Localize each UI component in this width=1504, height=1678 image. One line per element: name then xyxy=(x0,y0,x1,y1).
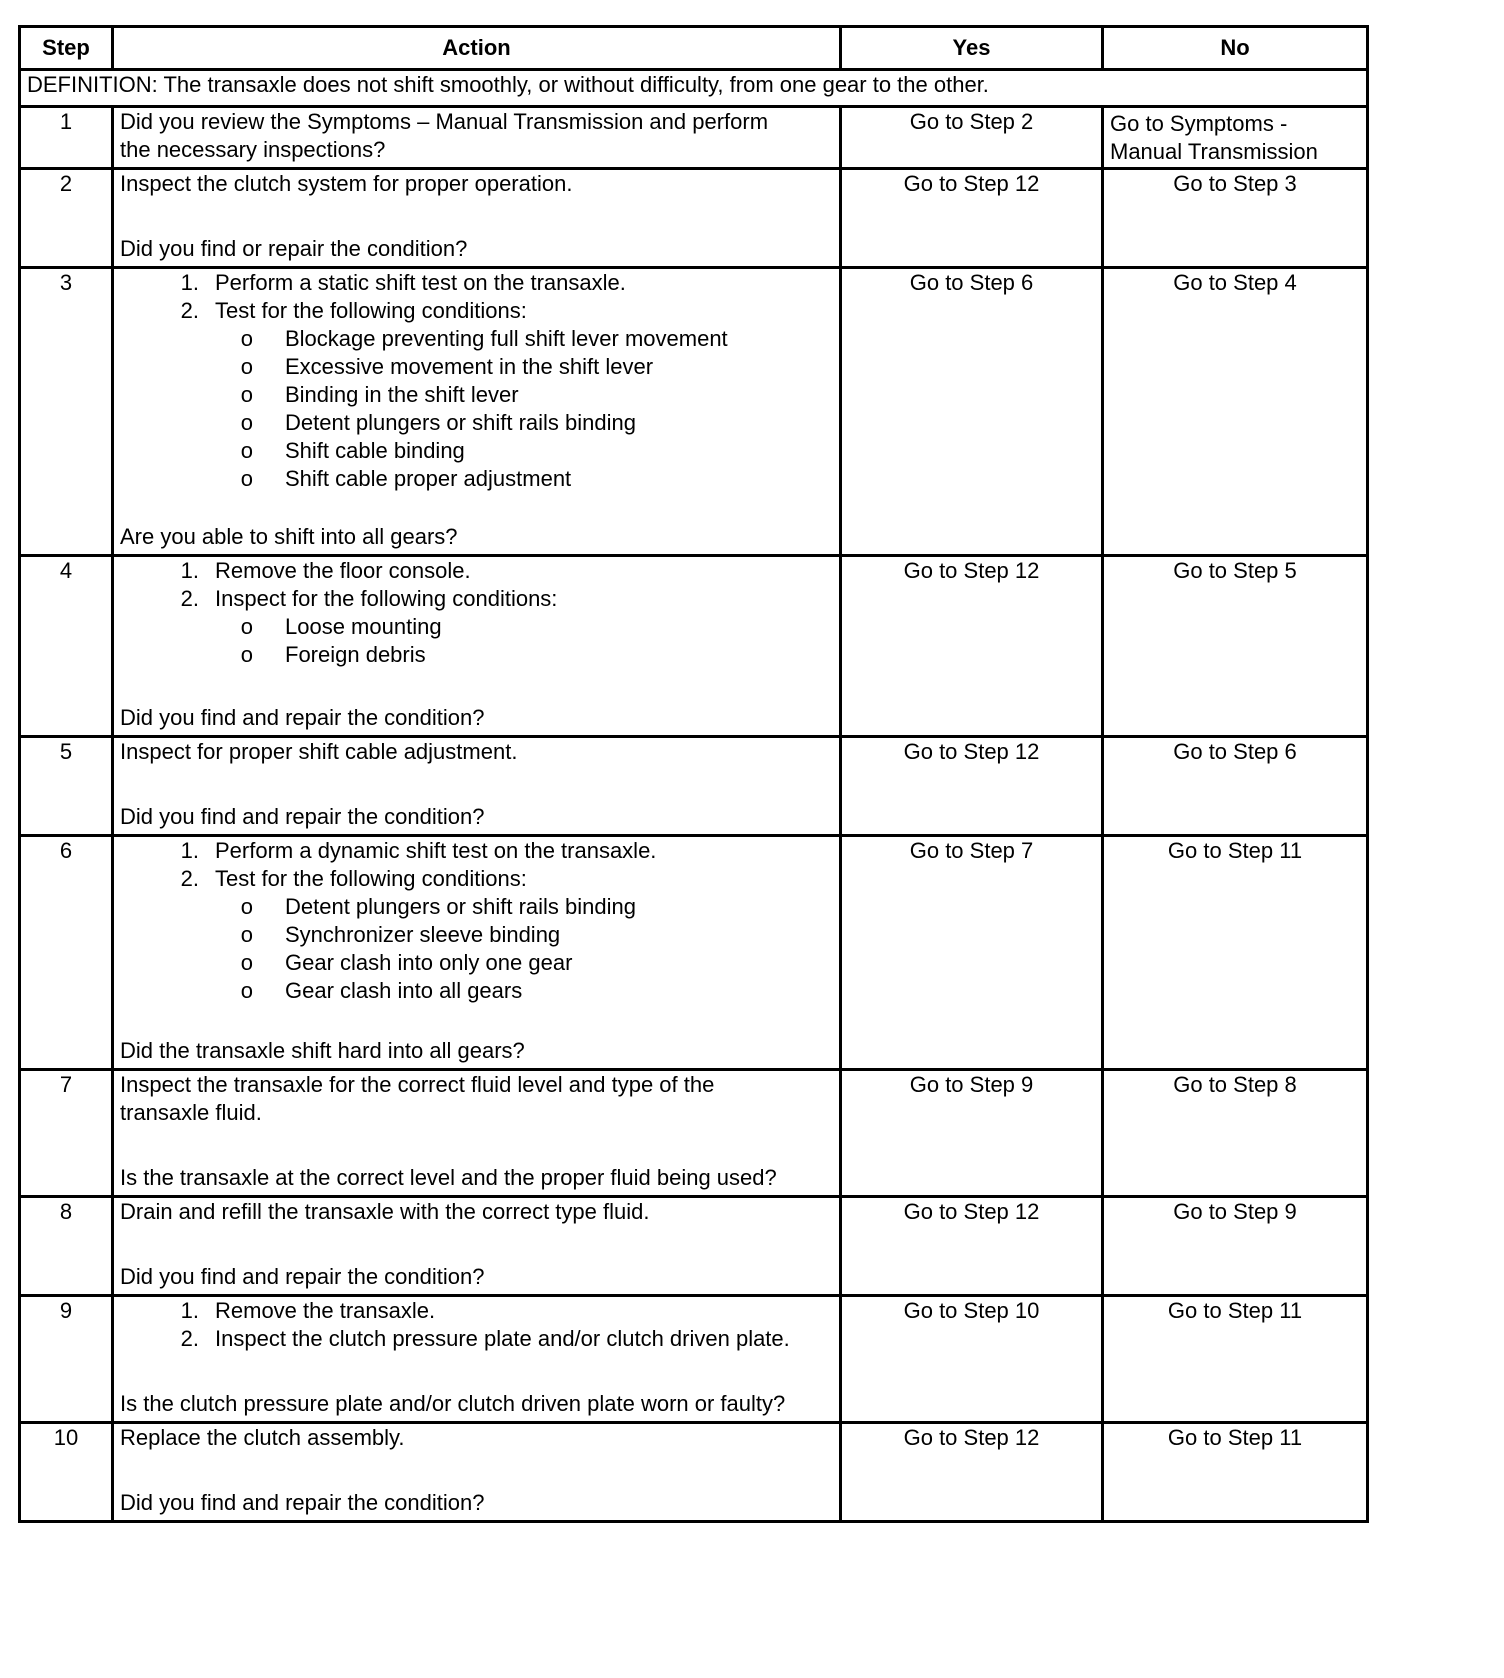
bullet-item xyxy=(120,921,833,949)
yes-result: Go to Step 10 xyxy=(841,1296,1103,1423)
header-action: Action xyxy=(113,27,841,70)
numbered-item xyxy=(120,865,833,893)
yes-result: Go to Step 2 xyxy=(841,107,1103,169)
action-cell xyxy=(113,1423,841,1522)
bullet-icon: o xyxy=(240,326,253,351)
action-steps xyxy=(120,1424,833,1452)
item-text: Test for the following conditions: xyxy=(215,866,527,891)
numbered-item xyxy=(120,837,833,865)
step-number: 7 xyxy=(20,1070,113,1197)
numbered-item xyxy=(120,1297,833,1325)
numbered-item xyxy=(120,585,833,613)
step-number: 3 xyxy=(20,268,113,556)
bullet-text: Foreign debris xyxy=(285,642,426,667)
bullet-item xyxy=(120,325,833,353)
action-question: Did you find or repair the condition? xyxy=(120,236,468,261)
action-intro: Inspect the clutch system for proper operation. xyxy=(120,171,573,196)
step-number: 10 xyxy=(20,1423,113,1522)
yes-result: Go to Step 12 xyxy=(841,169,1103,268)
step-number: 8 xyxy=(20,1197,113,1296)
bullet-item xyxy=(120,437,833,465)
action-content xyxy=(120,170,833,263)
no-result: Go to Symptoms - Manual Transmission xyxy=(1103,107,1368,169)
bullet-icon: o xyxy=(240,354,253,379)
action-steps xyxy=(120,1071,833,1127)
action-cell xyxy=(113,737,841,836)
bullet-item xyxy=(120,409,833,437)
action-content xyxy=(120,1424,833,1517)
action-content xyxy=(120,738,833,831)
action-question: Are you able to shift into all gears? xyxy=(120,524,458,549)
action-content xyxy=(120,1297,833,1418)
action-question: Did you find and repair the condition? xyxy=(120,705,485,730)
header-no: No xyxy=(1103,27,1368,70)
step-number: 1 xyxy=(20,107,113,169)
bullet-icon: o xyxy=(240,894,253,919)
table-row xyxy=(20,107,1368,169)
bullet-text: Binding in the shift lever xyxy=(285,382,519,407)
item-number: 1. xyxy=(180,558,199,583)
action-line: Did you review the Symptoms – Manual Transmission and perform xyxy=(120,109,769,134)
header-row xyxy=(20,27,1368,70)
step-number: 6 xyxy=(20,836,113,1070)
bullet-text: Excessive movement in the shift lever xyxy=(285,354,654,379)
bullet-text: Loose mounting xyxy=(285,614,442,639)
action-intro: Inspect for proper shift cable adjustment. xyxy=(120,739,518,764)
bullet-item xyxy=(120,613,833,641)
bullet-text: Gear clash into only one gear xyxy=(285,950,573,975)
action-cell xyxy=(113,107,841,169)
yes-result: Go to Step 12 xyxy=(841,1197,1103,1296)
no-result: Go to Step 11 xyxy=(1103,1296,1368,1423)
bullet-icon: o xyxy=(240,922,253,947)
yes-result: Go to Step 6 xyxy=(841,268,1103,556)
bullet-item xyxy=(120,353,833,381)
no-result: Go to Step 6 xyxy=(1103,737,1368,836)
step-number: 9 xyxy=(20,1296,113,1423)
step-number: 2 xyxy=(20,169,113,268)
action-question: Did you find and repair the condition? xyxy=(120,1264,485,1289)
no-result: Go to Step 3 xyxy=(1103,169,1368,268)
header-yes: Yes xyxy=(841,27,1103,70)
action-steps xyxy=(120,1297,833,1353)
bullet-icon: o xyxy=(240,642,253,667)
table-row xyxy=(20,1423,1368,1522)
bullet-text: Blockage preventing full shift lever movement xyxy=(285,326,728,351)
item-text: Inspect for the following conditions: xyxy=(215,586,558,611)
action-intro: Inspect the transaxle for the correct fluid level and type of the xyxy=(120,1072,715,1097)
item-number: 1. xyxy=(180,270,199,295)
no-result: Go to Step 9 xyxy=(1103,1197,1368,1296)
action-intro: Drain and refill the transaxle with the correct type fluid. xyxy=(120,1199,650,1224)
action-steps xyxy=(120,557,833,669)
action-cell xyxy=(113,268,841,556)
no-result: Go to Step 8 xyxy=(1103,1070,1368,1197)
no-result: Go to Step 11 xyxy=(1103,836,1368,1070)
action-steps xyxy=(120,269,833,493)
action-steps xyxy=(120,170,833,198)
table-row xyxy=(20,169,1368,268)
action-content xyxy=(120,557,833,732)
action-cell xyxy=(113,1197,841,1296)
item-number: 2. xyxy=(180,298,199,323)
bullet-item xyxy=(120,465,833,493)
no-result: Go to Step 5 xyxy=(1103,556,1368,737)
no-result: Go to Step 4 xyxy=(1103,268,1368,556)
numbered-item xyxy=(120,1325,833,1353)
action-steps xyxy=(120,1198,833,1226)
action-steps xyxy=(120,837,833,1005)
bullet-icon: o xyxy=(240,382,253,407)
diagnostic-table xyxy=(18,25,1369,1523)
table-row xyxy=(20,1197,1368,1296)
step-number: 4 xyxy=(20,556,113,737)
table-row xyxy=(20,268,1368,556)
bullet-icon: o xyxy=(240,410,253,435)
action-content xyxy=(120,108,833,164)
item-number: 2. xyxy=(180,586,199,611)
yes-result: Go to Step 12 xyxy=(841,1423,1103,1522)
bullet-text: Detent plungers or shift rails binding xyxy=(285,410,636,435)
item-text: Perform a static shift test on the transaxle. xyxy=(215,270,626,295)
bullet-item xyxy=(120,949,833,977)
yes-result: Go to Step 9 xyxy=(841,1070,1103,1197)
step-number: 5 xyxy=(20,737,113,836)
action-cell xyxy=(113,1296,841,1423)
action-content xyxy=(120,1198,833,1291)
numbered-item xyxy=(120,557,833,585)
yes-result: Go to Step 12 xyxy=(841,737,1103,836)
item-number: 2. xyxy=(180,866,199,891)
item-text: Inspect the clutch pressure plate and/or clutch driven plate. xyxy=(215,1326,790,1351)
action-question: Did you find and repair the condition? xyxy=(120,804,485,829)
item-text: Remove the transaxle. xyxy=(215,1298,436,1323)
item-text: Test for the following conditions: xyxy=(215,298,527,323)
bullet-icon: o xyxy=(240,950,253,975)
item-number: 1. xyxy=(180,838,199,863)
action-content xyxy=(120,1071,833,1192)
item-text: Perform a dynamic shift test on the transaxle. xyxy=(215,838,657,863)
header-step: Step xyxy=(20,27,113,70)
bullet-item xyxy=(120,641,833,669)
item-number: 1. xyxy=(180,1298,199,1323)
action-content xyxy=(120,837,833,1065)
bullet-text: Shift cable binding xyxy=(285,438,465,463)
bullet-text: Shift cable proper adjustment xyxy=(285,466,572,491)
item-number: 2. xyxy=(180,1326,199,1351)
table-row xyxy=(20,1296,1368,1423)
bullet-text: Synchronizer sleeve binding xyxy=(285,922,561,947)
action-cell xyxy=(113,836,841,1070)
action-line: the necessary inspections? xyxy=(120,137,386,162)
action-intro: Replace the clutch assembly. xyxy=(120,1425,405,1450)
bullet-icon: o xyxy=(240,614,253,639)
bullet-text: Detent plungers or shift rails binding xyxy=(285,894,636,919)
action-intro: transaxle fluid. xyxy=(120,1100,262,1125)
table-row xyxy=(20,836,1368,1070)
bullet-item xyxy=(120,977,833,1005)
item-text: Remove the floor console. xyxy=(215,558,471,583)
no-result: Go to Step 11 xyxy=(1103,1423,1368,1522)
bullet-text: Gear clash into all gears xyxy=(285,978,523,1003)
table-row xyxy=(20,737,1368,836)
definition-row xyxy=(20,70,1368,107)
yes-result: Go to Step 12 xyxy=(841,556,1103,737)
yes-result: Go to Step 7 xyxy=(841,836,1103,1070)
bullet-icon: o xyxy=(240,978,253,1003)
action-question: Did the transaxle shift hard into all gears? xyxy=(120,1038,525,1063)
numbered-item xyxy=(120,297,833,325)
action-cell xyxy=(113,1070,841,1197)
table-row xyxy=(20,1070,1368,1197)
action-question: Did you find and repair the condition? xyxy=(120,1490,485,1515)
bullet-item xyxy=(120,381,833,409)
table-row xyxy=(20,556,1368,737)
action-cell xyxy=(113,556,841,737)
bullet-icon: o xyxy=(240,438,253,463)
action-cell xyxy=(113,169,841,268)
definition-text: DEFINITION: The transaxle does not shift smoothly, or without difficulty, from one gear to the other. xyxy=(20,70,1368,107)
action-question: Is the clutch pressure plate and/or clutch driven plate worn or faulty? xyxy=(120,1391,786,1416)
numbered-item xyxy=(120,269,833,297)
action-content xyxy=(120,269,833,551)
action-steps xyxy=(120,738,833,766)
bullet-item xyxy=(120,893,833,921)
action-question: Is the transaxle at the correct level and the proper fluid being used? xyxy=(120,1165,777,1190)
bullet-icon: o xyxy=(240,466,253,491)
